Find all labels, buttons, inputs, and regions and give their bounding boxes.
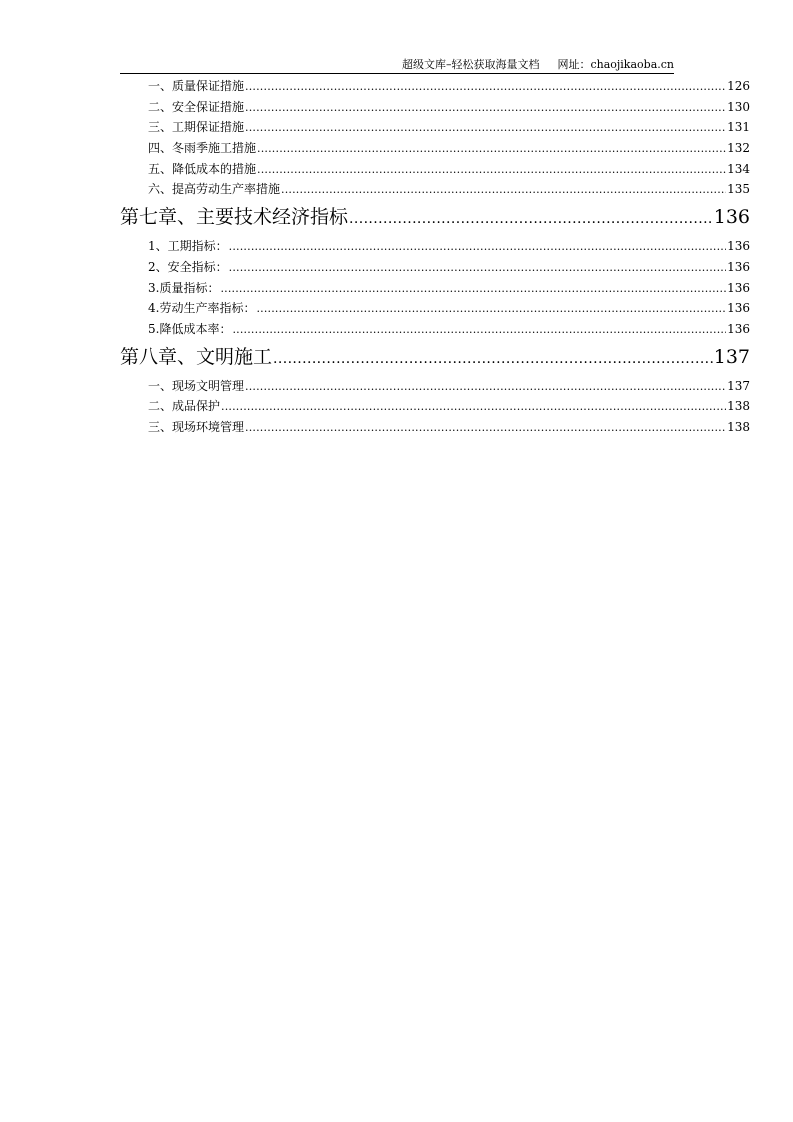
toc-entry[interactable] [120, 319, 750, 340]
toc-entry-page: 132 [727, 141, 750, 156]
toc-leader [245, 77, 726, 98]
toc-chapter-7[interactable] [120, 202, 750, 232]
toc-chapter-label: 第八章、文明施工 [120, 345, 273, 368]
toc-chapter-label: 第七章、主要技术经济指标 [120, 206, 349, 229]
toc-entry-page: 130 [727, 99, 750, 114]
toc-entry-page: 136 [727, 259, 750, 274]
toc-leader [229, 258, 726, 279]
toc-entry-page: 136 [727, 280, 750, 295]
toc-entry-label: 4.劳动生产率指标： [148, 301, 256, 316]
page-header [120, 58, 674, 72]
toc-entry-label: 三、工期保证措施 [148, 120, 245, 135]
toc-entry-page: 136 [727, 301, 750, 316]
toc-entry[interactable] [120, 138, 750, 159]
toc-leader [245, 418, 726, 439]
toc-leader [232, 320, 726, 341]
toc-entry[interactable] [120, 257, 750, 278]
toc-entry[interactable] [120, 179, 750, 200]
toc-entry-page: 138 [727, 399, 750, 414]
toc-entry[interactable] [120, 117, 750, 138]
toc-entry[interactable] [120, 396, 750, 417]
toc-entry-page: 126 [727, 79, 750, 93]
toc-leader [229, 237, 726, 258]
toc-entry-label: 二、成品保护 [148, 399, 221, 414]
toc-entry-label: 二、安全保证措施 [148, 99, 245, 114]
toc-leader [245, 377, 726, 398]
toc-entry-label: 六、提高劳动生产率措施 [148, 182, 281, 197]
toc-entry-page: 137 [727, 378, 750, 393]
toc-leader [281, 180, 726, 201]
toc-entry[interactable] [120, 376, 750, 397]
toc-entry[interactable] [120, 97, 750, 118]
toc-chapter-page: 136 [713, 206, 750, 229]
toc-entry-page: 138 [727, 419, 750, 434]
toc-chapter-8[interactable] [120, 342, 750, 372]
toc-entry-label: 四、冬雨季施工措施 [148, 141, 257, 156]
toc-leader [349, 204, 713, 234]
toc-entry-label: 1、工期指标： [148, 239, 228, 254]
toc-leader [257, 160, 726, 181]
header-rule [120, 73, 674, 74]
toc-leader [256, 299, 726, 320]
toc-leader [245, 118, 726, 139]
toc-leader [273, 344, 713, 374]
toc-entry[interactable] [120, 236, 750, 257]
toc-entry-page: 135 [727, 182, 750, 197]
toc-entry[interactable] [120, 76, 750, 97]
toc-leader [257, 139, 726, 160]
toc-entry-label: 2、安全指标： [148, 259, 228, 274]
toc-leader [221, 397, 726, 418]
toc-entry-page: 136 [727, 239, 750, 254]
toc-entry[interactable] [120, 278, 750, 299]
toc-entry-page: 134 [727, 161, 750, 176]
toc-entry[interactable] [120, 417, 750, 438]
toc-entry-label: 3.质量指标： [148, 280, 220, 295]
toc-entry-page: 131 [727, 120, 750, 135]
toc-chapter-page: 137 [713, 345, 750, 368]
toc-entry[interactable] [120, 159, 750, 180]
toc-leader [220, 279, 726, 300]
toc-entry-page: 136 [727, 321, 750, 336]
header-site-title: 超级文库–轻松获取海量文档 [401, 58, 540, 71]
toc-entry-label: 一、现场文明管理 [148, 378, 245, 393]
header-url: 网址：chaojikaoba.cn [557, 58, 674, 71]
toc-entry[interactable] [120, 298, 750, 319]
table-of-contents [120, 76, 750, 438]
toc-entry-label: 三、现场环境管理 [148, 419, 245, 434]
toc-leader [245, 98, 726, 119]
toc-entry-label: 五、降低成本的措施 [148, 161, 257, 176]
toc-entry-label: 一、质量保证措施 [148, 79, 245, 93]
toc-entry-label: 5.降低成本率： [148, 321, 232, 336]
